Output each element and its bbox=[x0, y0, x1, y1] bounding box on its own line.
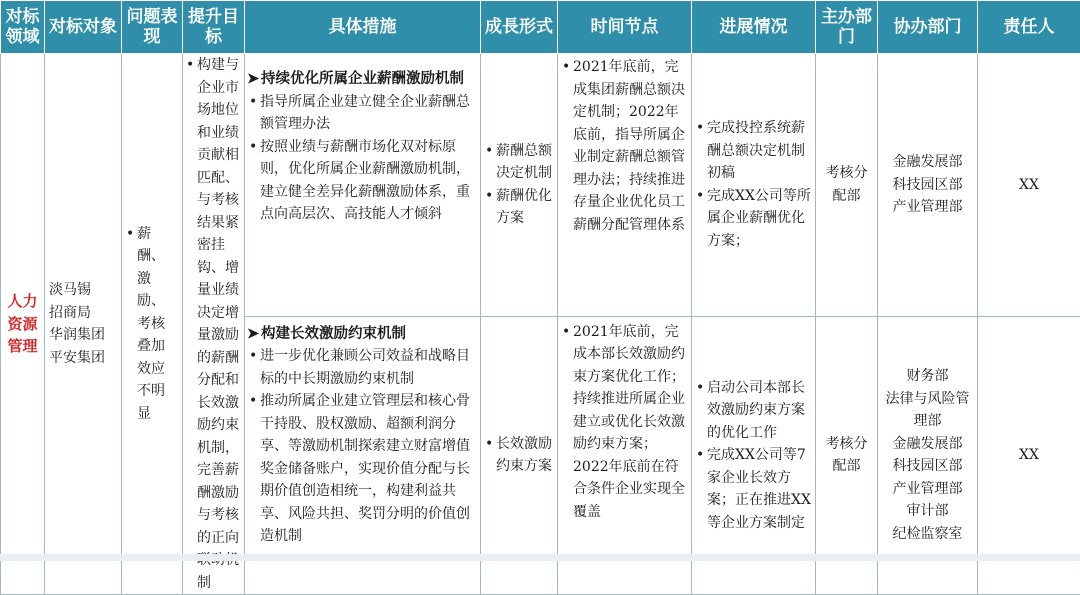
timeline-cell bbox=[558, 316, 692, 594]
header-owner: 责任人 bbox=[978, 1, 1080, 54]
cohost-dept-cell bbox=[878, 316, 978, 594]
benchmark-cell bbox=[45, 54, 122, 595]
measures-cell bbox=[245, 316, 481, 594]
form-cell bbox=[481, 316, 558, 594]
header-measures: 具体措施 bbox=[245, 1, 481, 54]
benchmark-item: 平安集团 bbox=[49, 347, 117, 370]
cohost-dept: 产业管理部 bbox=[882, 196, 973, 219]
header-domain: 对标领域 bbox=[1, 1, 45, 54]
header-problem: 问题表现 bbox=[122, 1, 183, 54]
progress-item: • 启动公司本部长效激励约束方案的优化工作 bbox=[696, 377, 811, 445]
bottom-divider bbox=[0, 554, 1080, 561]
arrow-right-icon: ➤ bbox=[247, 68, 259, 91]
timeline-text: • 2021年底前，完成集团薪酬总额决定机制；2022年底前，指导所属企业制定薪酬总额管理办法；持续推进存量企业优化员工薪酬分配管理体系 bbox=[562, 56, 687, 236]
arrow-right-icon: ➤ bbox=[247, 323, 259, 346]
benchmark-item: 淡马锡 bbox=[49, 279, 117, 302]
form-cell bbox=[481, 54, 558, 317]
timeline-text: • 2021年底前，完成本部长效激励约束方案优化工作；持续推进所属企业建立或优化长效激励约束方案；2022年底前在符合条件企业实现全覆盖 bbox=[562, 321, 687, 524]
measures-cell bbox=[245, 54, 481, 317]
domain-cell: 人力资源管理 bbox=[1, 54, 45, 595]
measure-item: • 按照业绩与薪酬市场化双对标原则，优化所属企业薪酬激励机制，建立健全差异化薪酬激励体系，重点向高层次、高技能人才倾斜 bbox=[249, 136, 476, 226]
header-host-dept: 主办部门 bbox=[816, 1, 878, 54]
progress-cell bbox=[692, 54, 816, 317]
benchmark-item: 华润集团 bbox=[49, 324, 117, 347]
progress-cell bbox=[692, 316, 816, 594]
host-dept-cell: 考核分配部 bbox=[816, 54, 878, 317]
cohost-dept-cell bbox=[878, 54, 978, 317]
header-row bbox=[1, 1, 1080, 54]
owner-cell: XX bbox=[978, 316, 1080, 594]
progress-item: • 完成投控系统薪酬总额决定机制初稿 bbox=[696, 117, 811, 185]
form-item: • 长效激励约束方案 bbox=[485, 433, 553, 478]
cohost-dept: 审计部 bbox=[882, 500, 973, 523]
cohost-dept: 法律与风险管理部 bbox=[882, 388, 973, 433]
measure-title: ➤ 持续优化所属企业薪酬激励机制 bbox=[249, 68, 476, 91]
form-item: • 薪酬总额决定机制 bbox=[485, 140, 553, 185]
measure-title: ➤ 构建长效激励约束机制 bbox=[249, 323, 476, 346]
header-benchmark: 对标对象 bbox=[45, 1, 122, 54]
progress-item: • 完成XX公司等7家企业长效方案；正在推进XX等企业方案制定 bbox=[696, 444, 811, 534]
cohost-dept: 科技园区部 bbox=[882, 455, 973, 478]
goal-text: • 构建与企业市场地位和业绩贡献相匹配、与考核结果紧密挂钩、增量业绩决定增量激励的薪酬分配和长效激励约束机制，完善薪酬激励与考核的正向 制 bbox=[186, 54, 241, 594]
cohost-dept: 科技园区部 bbox=[882, 174, 973, 197]
cohost-dept: 金融发展部 bbox=[882, 433, 973, 456]
header-timeline: 时间节点 bbox=[558, 1, 692, 54]
table-row bbox=[1, 54, 1080, 317]
host-dept-cell: 考核分配部 bbox=[816, 316, 878, 594]
owner-cell: XX bbox=[978, 54, 1080, 317]
cohost-dept: 金融发展部 bbox=[882, 151, 973, 174]
header-cohost-dept: 协办部门 bbox=[878, 1, 978, 54]
measure-item: • 进一步优化兼顾公司效益和战略目标的中长期激励约束机制 bbox=[249, 345, 476, 390]
cohost-dept: 财务部 bbox=[882, 365, 973, 388]
measure-item: • 指导所属企业建立健全企业薪酬总额管理办法 bbox=[249, 91, 476, 136]
problem-text: • 薪酬、激励、考核叠加效应不明显 bbox=[126, 223, 178, 426]
benchmark-item: 招商局 bbox=[49, 302, 117, 325]
timeline-cell bbox=[558, 54, 692, 317]
header-form: 成長形式 bbox=[481, 1, 558, 54]
measure-item: • 推动所属企业建立管理层和核心骨干持股、股权激励、超额利润分享、等激励机制探索建立财富增值奖金储备账户，实现价值分配与长期价值创造相统一，构建利益共享、风险共担、奖罚分明的价值创造机制 bbox=[249, 390, 476, 548]
header-goal: 提升目标 bbox=[183, 1, 245, 54]
cohost-dept: 纪检监察室 bbox=[882, 523, 973, 546]
form-item: • 薪酬优化方案 bbox=[485, 185, 553, 230]
problem-cell bbox=[122, 54, 183, 595]
progress-item: • 完成XX公司等所属企业薪酬优化方案； bbox=[696, 185, 811, 253]
cohost-dept: 产业管理部 bbox=[882, 478, 973, 501]
goal-cell bbox=[183, 54, 245, 595]
header-progress: 进展情况 bbox=[692, 1, 816, 54]
